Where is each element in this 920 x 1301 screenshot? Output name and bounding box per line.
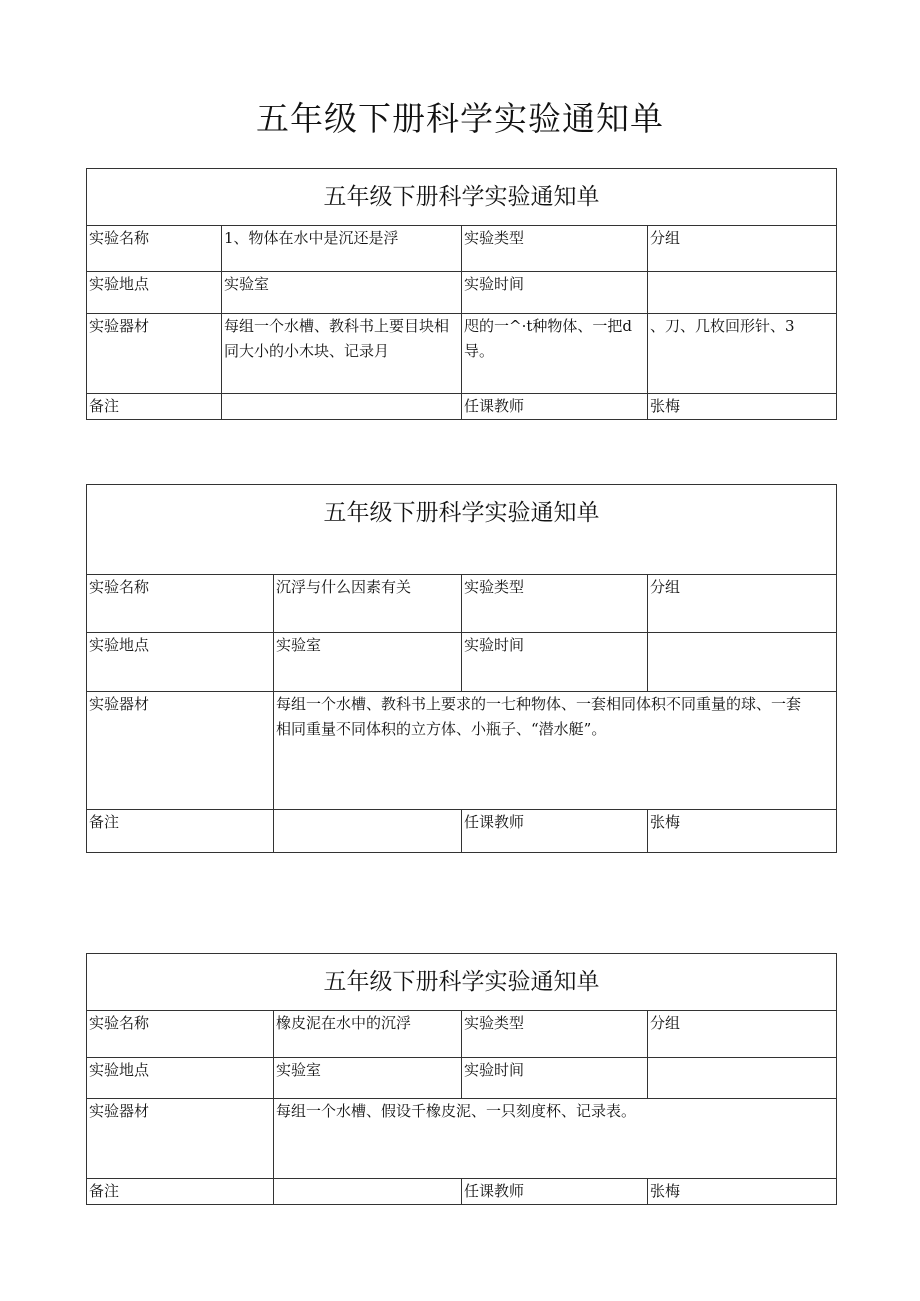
teacher: 张梅 <box>648 394 837 420</box>
label-place: 实验地点 <box>87 272 222 314</box>
label-time: 实验时间 <box>462 633 648 692</box>
label-experiment-type: 实验类型 <box>462 575 648 633</box>
remarks <box>274 810 462 853</box>
teacher: 张梅 <box>648 1179 837 1205</box>
label-experiment-name: 实验名称 <box>87 1011 274 1058</box>
equipment: 每组一个水槽、教科书上要求的一七种物体、一套相同体积不同重量的球、一套相同重量不同体积的立方体、小瓶子、“潜水艇”。 <box>274 692 837 810</box>
time <box>648 633 837 692</box>
form-title: 五年级下册科学实验通知单 <box>87 485 837 575</box>
place: 实验室 <box>222 272 462 314</box>
remarks <box>222 394 462 420</box>
label-equipment: 实验器材 <box>87 314 222 394</box>
label-time: 实验时间 <box>462 1058 648 1099</box>
label-time: 实验时间 <box>462 272 648 314</box>
label-teacher: 任课教师 <box>462 810 648 853</box>
label-experiment-type: 实验类型 <box>462 226 648 272</box>
equipment-part-1: 每组一个水槽、教科书上要目块相同大小的小木块、记录月 <box>222 314 462 394</box>
notice-form-3 <box>86 953 837 1205</box>
label-teacher: 任课教师 <box>462 394 648 420</box>
notice-form-1 <box>86 168 837 420</box>
experiment-type: 分组 <box>648 1011 837 1058</box>
form-title: 五年级下册科学实验通知单 <box>87 169 837 226</box>
place: 实验室 <box>274 1058 462 1099</box>
notice-form-2 <box>86 484 837 853</box>
experiment-name: 橡皮泥在水中的沉浮 <box>274 1011 462 1058</box>
label-equipment: 实验器材 <box>87 692 274 810</box>
label-experiment-type: 实验类型 <box>462 1011 648 1058</box>
label-experiment-name: 实验名称 <box>87 226 222 272</box>
remarks <box>274 1179 462 1205</box>
label-teacher: 任课教师 <box>462 1179 648 1205</box>
label-remarks: 备注 <box>87 394 222 420</box>
place: 实验室 <box>274 633 462 692</box>
label-remarks: 备注 <box>87 810 274 853</box>
form-title: 五年级下册科学实验通知单 <box>87 954 837 1011</box>
equipment-part-3: 、刀、几枚回形针、3 <box>648 314 837 394</box>
label-remarks: 备注 <box>87 1179 274 1205</box>
equipment-part-2: 咫的一^·t种物体、一把d导。 <box>462 314 648 394</box>
experiment-type: 分组 <box>648 575 837 633</box>
teacher: 张梅 <box>648 810 837 853</box>
experiment-name: 1、物体在水中是沉还是浮 <box>222 226 462 272</box>
experiment-type: 分组 <box>648 226 837 272</box>
label-experiment-name: 实验名称 <box>87 575 274 633</box>
label-equipment: 实验器材 <box>87 1099 274 1179</box>
equipment: 每组一个水槽、假设千橡皮泥、一只刻度杯、记录表。 <box>274 1099 837 1179</box>
time <box>648 1058 837 1099</box>
label-place: 实验地点 <box>87 633 274 692</box>
label-place: 实验地点 <box>87 1058 274 1099</box>
page-title: 五年级下册科学实验通知单 <box>256 99 664 138</box>
experiment-name: 沉浮与什么因素有关 <box>274 575 462 633</box>
time <box>648 272 837 314</box>
